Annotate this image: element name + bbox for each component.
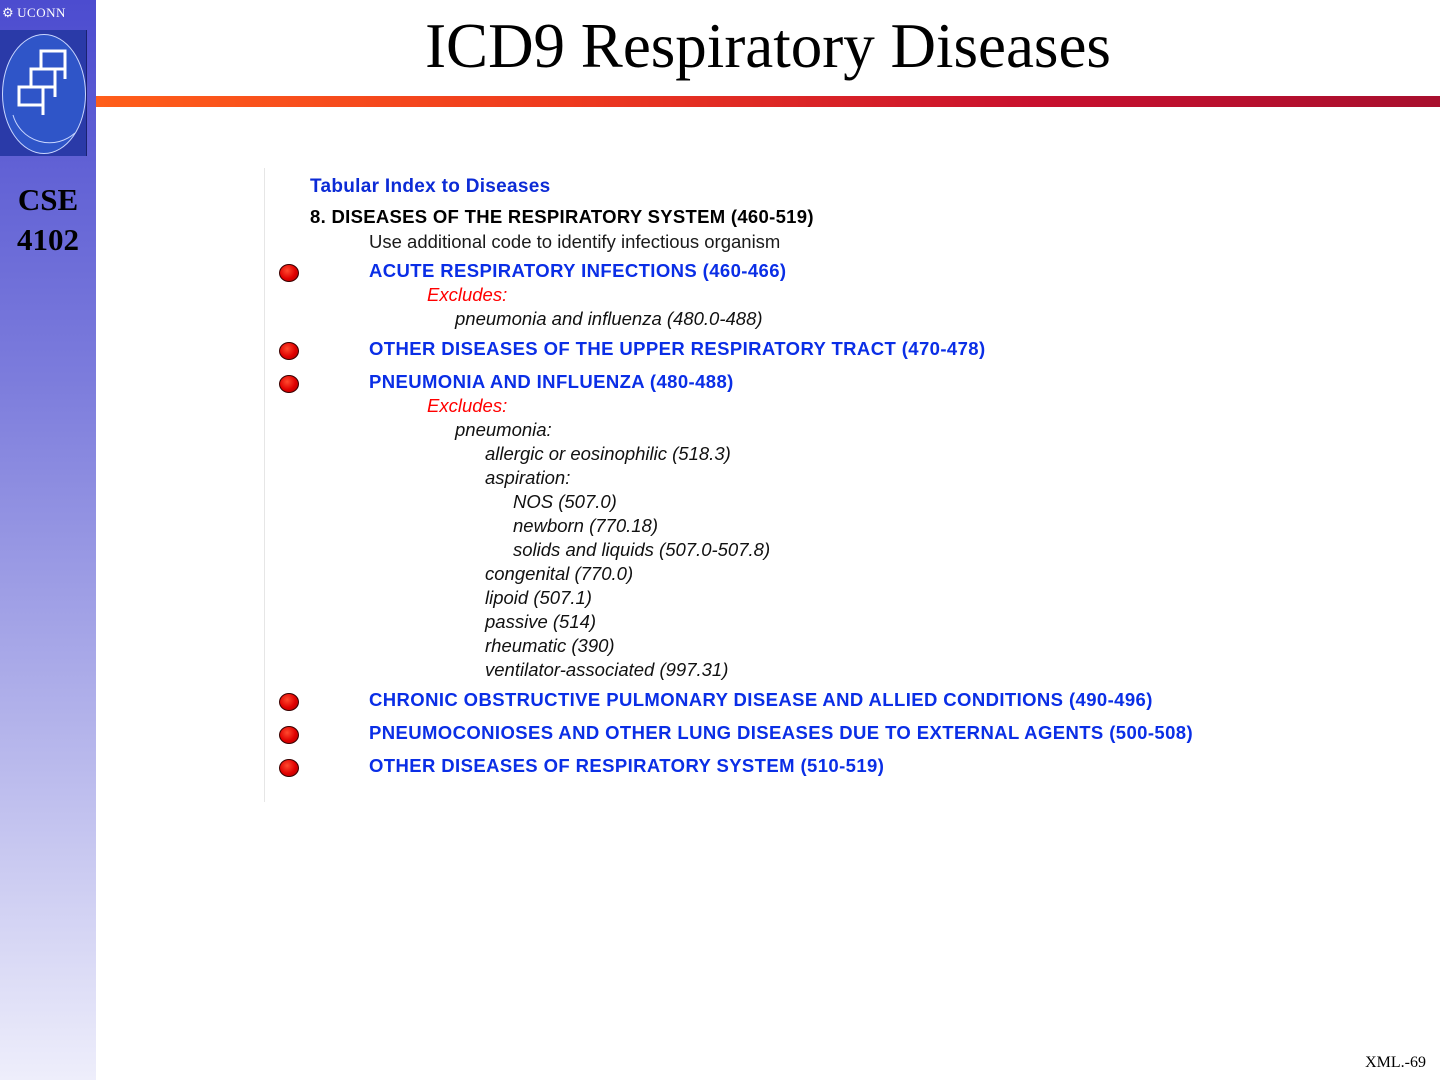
- chapter-note: Use additional code to identify infectious organism: [369, 231, 781, 252]
- icd9-document-image: [264, 168, 1275, 802]
- bullet-icon: [279, 759, 299, 777]
- exclude-item: solids and liquids (507.0-507.8): [513, 539, 771, 560]
- bullet-icon: [279, 342, 299, 360]
- doc-heading: Tabular Index to Diseases: [310, 176, 551, 197]
- title-underline-bar: [96, 96, 1440, 107]
- exclude-item: rheumatic (390): [485, 635, 615, 656]
- exclude-item: congenital (770.0): [485, 563, 634, 584]
- course-name: CSE: [17, 182, 79, 217]
- exclude-item: lipoid (507.1): [485, 587, 592, 608]
- course-number: 4102: [17, 222, 79, 257]
- exclude-item: pneumonia:: [455, 419, 552, 440]
- chapter-heading: 8. DISEASES OF THE RESPIRATORY SYSTEM (460-519): [310, 206, 814, 227]
- slide-title: ICD9 Respiratory Diseases: [425, 11, 1111, 81]
- exclude-item: newborn (770.18): [513, 515, 659, 536]
- course-label: [0, 180, 96, 260]
- section-acute: ACUTE RESPIRATORY INFECTIONS (460-466): [369, 260, 787, 281]
- network-computers-icon: [2, 34, 86, 154]
- uconn-logo-text: UCONN: [17, 5, 66, 20]
- uconn-seal-icon: ⚙: [2, 5, 15, 20]
- section-upper-tract: OTHER DISEASES OF THE UPPER RESPIRATORY TRACT (470-478): [369, 338, 986, 359]
- section-pneumonia: PNEUMONIA AND INFLUENZA (480-488): [369, 371, 734, 392]
- bullet-icon: [279, 375, 299, 393]
- sidebar: [0, 0, 96, 1080]
- slide-footer: XML.-69: [1365, 1054, 1426, 1071]
- exclude-item: ventilator-associated (997.31): [485, 659, 729, 680]
- excludes-label: Excludes:: [427, 395, 508, 416]
- exclude-item: NOS (507.0): [513, 491, 617, 512]
- section-other-respiratory: OTHER DISEASES OF RESPIRATORY SYSTEM (510-519): [369, 755, 885, 776]
- exclude-item: passive (514): [485, 611, 597, 632]
- bullet-icon: [279, 693, 299, 711]
- uconn-logo: [2, 2, 94, 24]
- bullet-icon: [279, 726, 299, 744]
- department-logo: [0, 30, 87, 156]
- exclude-item: allergic or eosinophilic (518.3): [485, 443, 731, 464]
- section-pneumoconioses: PNEUMOCONIOSES AND OTHER LUNG DISEASES DUE TO EXTERNAL AGENTS (500-508): [369, 722, 1194, 743]
- exclude-item: pneumonia and influenza (480.0-488): [455, 308, 763, 329]
- excludes-label: Excludes:: [427, 284, 508, 305]
- exclude-item: aspiration:: [485, 467, 571, 488]
- section-copd: CHRONIC OBSTRUCTIVE PULMONARY DISEASE AND ALLIED CONDITIONS (490-496): [369, 689, 1153, 710]
- bullet-icon: [279, 264, 299, 282]
